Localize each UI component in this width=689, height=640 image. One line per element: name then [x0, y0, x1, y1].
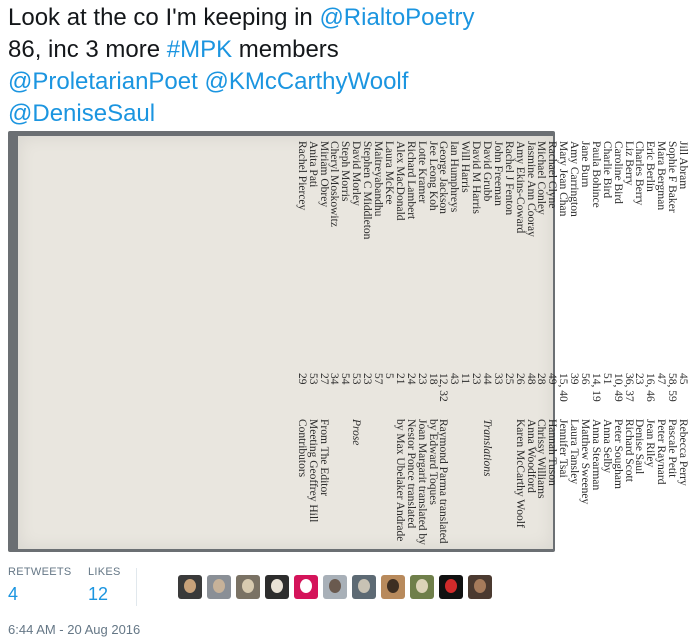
- page-number: 53: [306, 373, 319, 385]
- avatar-face: [387, 579, 399, 593]
- page-number: 15, 40: [557, 373, 570, 402]
- page-number: 49: [546, 373, 559, 385]
- page-number: 12, 32: [437, 373, 450, 402]
- right-column-entry: Peter Raynard: [655, 419, 668, 485]
- right-column-entry: Richard Scott: [622, 419, 635, 482]
- mention-kmccarthywoolf[interactable]: @KMcCarthyWoolf: [204, 68, 409, 95]
- right-column-entry: Anna Selby: [600, 419, 613, 473]
- right-column-entry: [492, 419, 503, 545]
- page-number: 36, 37: [622, 373, 635, 402]
- right-column-entry: Denise Saul: [633, 419, 646, 475]
- right-column-entry: Pascale Petit: [666, 419, 679, 478]
- right-column-entry: [503, 419, 514, 545]
- tweet-line-3: [8, 66, 558, 98]
- page-number: 25: [502, 373, 515, 385]
- right-column-entry: [340, 419, 351, 545]
- tweet-line-2: [8, 34, 558, 66]
- contributor-name: Rachel J Fenton: [502, 141, 515, 216]
- contributor-name: Anita Pati: [306, 141, 319, 188]
- page-number: 51: [600, 373, 613, 385]
- likes-stat[interactable]: [88, 566, 121, 605]
- right-column: [296, 419, 688, 545]
- contributor-name: Jane Burn: [578, 141, 591, 188]
- avatar-face: [271, 579, 283, 593]
- page-number: 56: [578, 373, 591, 385]
- mention-proletarian-poet[interactable]: @ProletarianPoet: [8, 68, 198, 95]
- contributor-name: Paula Bohince: [589, 141, 602, 208]
- page-number: 10, 49: [611, 373, 624, 402]
- page-number: 57: [372, 373, 385, 385]
- mention-denise-saul[interactable]: @DeniseSaul: [8, 100, 156, 127]
- avatar-face: [474, 579, 486, 593]
- avatar-face: [300, 579, 312, 593]
- tweet-text-segment: members: [232, 36, 339, 63]
- page-number: 26: [513, 373, 526, 385]
- right-column-entry: Jennifer Tsai: [557, 419, 570, 478]
- tweet-timestamp[interactable]: 6:44 AM - 20 Aug 2016: [8, 622, 141, 637]
- right-column-entry: Anna Stearman: [589, 419, 602, 491]
- right-column-entry: From The Editor: [317, 419, 330, 497]
- mention-rialto-poetry[interactable]: @RialtoPoetry: [319, 4, 475, 31]
- contributor-name: Liz Berry: [622, 141, 635, 186]
- page-number: 58, 59: [666, 373, 679, 402]
- stats-divider: [136, 568, 137, 606]
- right-column-entry: [361, 419, 372, 545]
- right-column-entry: Joan Margarit translated by: [415, 419, 428, 545]
- contributor-name: Amy Ekins-Coward: [513, 141, 526, 234]
- avatar-face: [184, 579, 196, 593]
- contributor-name: Jee Leong Koh: [426, 141, 439, 211]
- page-number: 44: [480, 373, 493, 385]
- contributor-name: Charlie Bird: [600, 141, 613, 199]
- contributor-name: Mary Jean Chan: [557, 141, 570, 217]
- tweet-text-segment: 86, inc 3 more: [8, 36, 167, 63]
- right-column-entry: [448, 419, 459, 545]
- tweet-stats: [8, 566, 555, 608]
- contributor-name: Stephen C Middleton: [361, 141, 374, 240]
- contributor-name: Alex MacDonald: [393, 141, 406, 221]
- likes-label: LIKES: [88, 566, 121, 578]
- page-number: 27: [317, 373, 330, 385]
- liker-avatar[interactable]: [410, 575, 434, 599]
- right-column-entry: [459, 419, 470, 545]
- avatar-face: [358, 579, 370, 593]
- contributor-name: Mara Bergman: [655, 141, 668, 211]
- page-number: 18: [426, 373, 439, 385]
- avatar-face: [242, 579, 254, 593]
- avatar-face: [445, 579, 457, 593]
- contributor-name: Maitreyabandhu: [372, 141, 385, 217]
- page-number: 23: [470, 373, 483, 385]
- page-number: 23: [633, 373, 646, 385]
- liker-avatar[interactable]: [468, 575, 492, 599]
- page-number: 54: [339, 373, 352, 385]
- page-number: 45: [677, 373, 689, 385]
- liker-avatar[interactable]: [236, 575, 260, 599]
- contributor-name: Rachael Clyne: [546, 141, 559, 209]
- page-number: 43: [448, 373, 461, 385]
- right-column-entry: [383, 419, 394, 545]
- page-number: 47: [655, 373, 668, 385]
- liker-avatar[interactable]: [352, 575, 376, 599]
- right-column-entry: Peter Sougham: [611, 419, 624, 489]
- contents-page: [18, 136, 689, 549]
- page-number: 23: [415, 373, 428, 385]
- right-column-entry: by Edward Toques: [426, 419, 439, 505]
- retweets-count[interactable]: 4: [8, 584, 19, 604]
- liker-avatar[interactable]: [265, 575, 289, 599]
- contributor-name: Cheryl Moskowitz: [328, 141, 341, 227]
- right-column-entry: [470, 419, 481, 545]
- page-number: 11: [459, 373, 472, 385]
- contributor-name: John Freeman: [491, 141, 504, 206]
- contributor-name: Jasmine Ann Cooray: [524, 141, 537, 237]
- contributor-name: Laura McKee: [382, 141, 395, 205]
- page-number: 21: [393, 373, 406, 385]
- contributor-name: David Grubb: [480, 141, 493, 202]
- page-number: 14, 19: [589, 373, 602, 402]
- contributor-name: Michael Conley: [535, 141, 548, 215]
- contributor-name: David M Harris: [470, 141, 483, 214]
- contributor-name: George Jackson: [437, 141, 450, 214]
- avatar-face: [416, 579, 428, 593]
- tweet-text: [8, 2, 558, 130]
- contributor-name: Charles Berry: [633, 141, 646, 206]
- page-number: 16, 46: [644, 373, 657, 402]
- liker-avatar[interactable]: [178, 575, 202, 599]
- page-number: 34: [328, 373, 341, 385]
- page-numbers-column: [296, 373, 688, 402]
- page-number: 5: [382, 373, 395, 379]
- right-column-entry: Nestor Ponce translated: [404, 419, 417, 529]
- right-column-entry: [329, 419, 340, 545]
- contributor-name: Steph Morris: [339, 141, 352, 202]
- liker-avatar[interactable]: [439, 575, 463, 599]
- avatar-face: [329, 579, 341, 593]
- contributor-names-column: [296, 141, 688, 239]
- contributor-name: Lotte Kramer: [415, 141, 428, 204]
- right-column-entry: [372, 419, 383, 545]
- right-column-entry: Translations: [480, 419, 493, 477]
- right-column-entry: Raymond Parma translated: [437, 419, 450, 544]
- contributor-name: Amy Carrington: [568, 141, 581, 217]
- contributor-name: David Morley: [350, 141, 363, 206]
- right-column-entry: Matthew Sweeney: [578, 419, 591, 505]
- right-column-entry: Chrissy Williams: [535, 419, 548, 499]
- page-number: 28: [535, 373, 548, 385]
- right-column-entry: Meeting Geoffrey Hill: [306, 419, 319, 523]
- page-number: 23: [361, 373, 374, 385]
- right-column-entry: Karen McCarthy Woolf: [513, 419, 526, 528]
- contents-list: [152, 141, 688, 547]
- contributor-name: Will Harris: [459, 141, 472, 193]
- contributor-name: Miriam Obrey: [317, 141, 330, 208]
- liker-avatar[interactable]: [381, 575, 405, 599]
- contributor-name: Caroline Bird: [611, 141, 624, 204]
- right-column-entry: by Max Ubelaker Andrade: [393, 419, 406, 542]
- tweet-line-4: [8, 98, 558, 130]
- tweet-line-1: [8, 2, 558, 34]
- page-number: 39: [568, 373, 581, 385]
- right-column-entry: Hannah Tuson: [546, 419, 559, 486]
- right-column-entry: Anna Woodford: [524, 419, 537, 493]
- contributor-name: Sophie F Baker: [666, 141, 679, 213]
- hashtag-mpk[interactable]: #MPK: [166, 36, 233, 63]
- page-number: 48: [524, 373, 537, 385]
- page-number: 24: [404, 373, 417, 385]
- page-number: 33: [491, 373, 504, 385]
- right-column-entry: Contributors: [295, 419, 308, 478]
- retweets-label: RETWEETS: [8, 566, 72, 578]
- liker-avatar[interactable]: [323, 575, 347, 599]
- tweet-text-segment: Look at the co I'm keeping in: [8, 4, 320, 31]
- contributor-name: Eric Berlin: [644, 141, 657, 192]
- liker-avatar[interactable]: [294, 575, 318, 599]
- page-number: 29: [295, 373, 308, 385]
- contributor-name: Jill Abram: [677, 141, 689, 190]
- contributor-name: Richard Lambert: [404, 141, 417, 220]
- avatar-face: [213, 579, 225, 593]
- right-column-entry: Laura Tansley: [568, 419, 581, 485]
- contributor-name: Rachel Piercey: [295, 141, 308, 211]
- liker-avatar[interactable]: [207, 575, 231, 599]
- right-column-entry: Jean Riley: [644, 419, 657, 468]
- right-column-entry: Rebecca Perry: [677, 419, 689, 486]
- retweets-stat[interactable]: [8, 566, 72, 605]
- right-column-entry: Prose: [350, 419, 363, 446]
- tweet-photo[interactable]: [8, 131, 689, 552]
- contributor-name: Ian Humphreys: [448, 141, 461, 213]
- likes-count[interactable]: 12: [88, 584, 109, 604]
- page-number: 53: [350, 373, 363, 385]
